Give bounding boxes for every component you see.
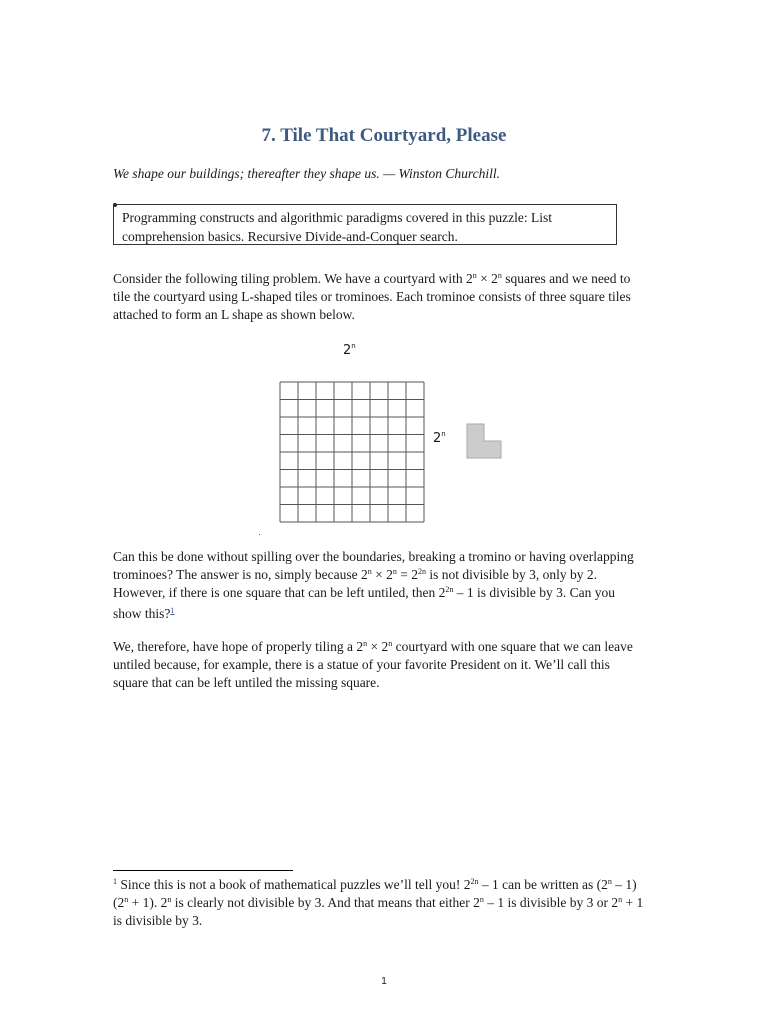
footnote: $^1$ Since this is not a book of mathematical puzzles we’ll tell you! $2^{2n} - 1$ can be written as (2$^n$ – 1) $(2^n + 1)$. 2$^n$ is clearly not divisible by 3. And that means that either 2$^n$ – 1 is divisible by 3 or $2^n + 1$ is divisible by 3. — [113, 877, 644, 928]
tromino-tile — [466, 423, 504, 461]
grid-side-label: 2$^n$ — [433, 430, 446, 446]
footnote-separator — [113, 870, 293, 871]
courtyard-grid — [279, 381, 425, 523]
page-number: 1 — [381, 976, 387, 987]
paragraph-divisibility: Can this be done without spilling over the boundaries, breaking a tromino or having overlapping trominoes? The answer is no, simply because $2^n \times 2^n = 2^{2n}$ is not divisible by 3, only by 2. However, if there is one square that can be left untiled, then $2^{2n} - 1$ is divisible by 3. Can you show this?$^1$ — [113, 549, 634, 621]
stray-dot — [259, 534, 260, 535]
grid-top-label: 2$^n$ — [343, 342, 356, 358]
paragraph-intro: Consider the following tiling problem. We have a courtyard with $2^n \times 2^n$ squares and we need to tile the courtyard using L-shaped tiles or trominoes. Each trominoe consists of three square tiles attached to form an L shape as shown below. — [113, 271, 631, 322]
paragraph-missing-square: We, therefore, have hope of properly tiling a $2^n \times 2^n$ courtyard with one square that we can leave untiled because, for example, there is a statue of your favorite President on it. We’ll call this square that can be left untiled the missing square. — [113, 639, 633, 690]
topics-box: Programming constructs and algorithmic paradigms covered in this puzzle: List comprehension basics. Recursive Divide-and-Conquer search. — [113, 204, 617, 245]
epigraph-quote: We shape our buildings; thereafter they shape us. — Winston Churchill. — [113, 166, 500, 181]
footnote-link[interactable]: 1 — [170, 606, 175, 615]
page-title: 7. Tile That Courtyard, Please — [261, 125, 507, 146]
